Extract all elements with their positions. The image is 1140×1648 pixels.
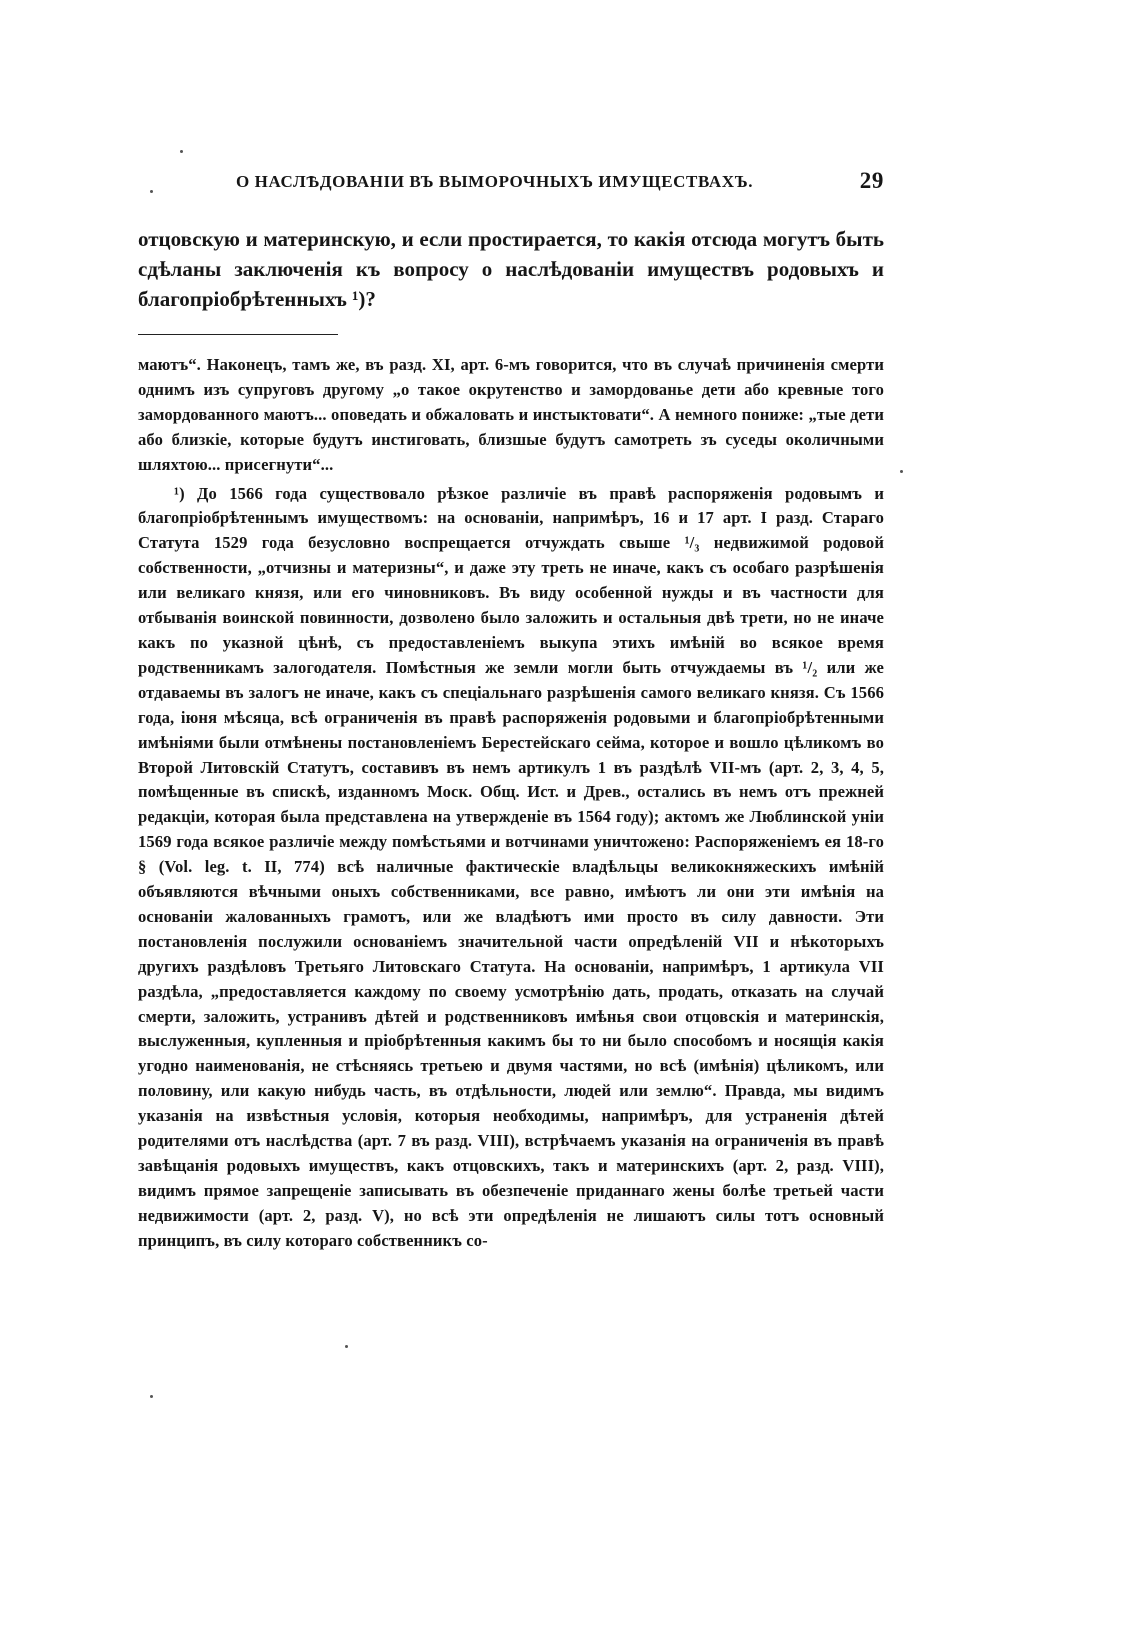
main-text [138, 224, 884, 314]
scan-speck [150, 190, 153, 193]
scan-speck [900, 470, 903, 473]
scan-speck [180, 150, 183, 153]
scan-speck [150, 1395, 153, 1398]
footnote-continuation: маютъ“. Наконецъ, тамъ же, въ разд. XI, арт. 6-мъ говорится, что въ случаѣ причиненія смерти однимъ изъ супруговъ другому „о такое окрутенство и замордованье дети або кревные того замордованного маютъ... оповедать и обжаловать и инстыктовати“. А немного пониже: „тые дети або близкіе, которые будутъ инстиговать, близшые будутъ самотреть зъ суседы околичными шляхтою... присегнути“... [138, 355, 884, 474]
running-title: О НАСЛѢДОВАНІИ ВЪ ВЫМОРОЧНЫХЪ ИМУЩЕСТВАХЪ. [236, 172, 754, 191]
footnote-divider [138, 334, 338, 335]
scan-speck [345, 1345, 348, 1348]
footnotes [138, 353, 884, 1254]
page-number: 29 [859, 168, 884, 193]
footnote-1: ¹) До 1566 года существовало рѣзкое различіе въ правѣ распоряженія родовымъ и благопріобрѣтеннымъ имуществомъ: на основаніи, напримѣръ, 16 и 17 арт. I разд. Стараго Статута 1529 года безусловно воспрещается отчуждать свыше ¹/₃ недвижимой родовой собственности, „отчизны и материзны“, и даже эту треть не иначе, какъ съ особаго разрѣшенія или великаго князя, или его чиновниковъ. Въ виду особенной нужды и въ частности для отбыванія воинской повинности, дозволено было заложить и остальныя двѣ трети, но не иначе какъ по указной цѣнѣ, съ предоставленіемъ выкупа этихъ имѣній во всякое время родственникамъ залогодателя. Помѣстныя же земли могли быть отчуждаемы въ ¹/₂ или же отдаваемы въ залогъ не иначе, какъ съ спеціальнаго разрѣшенія самого великаго князя. Съ 1566 года, іюня мѣсяца, всѣ ограниченія въ правѣ распоряженія родовыми и благопріобрѣтенными имѣніями были отмѣнены постановленіемъ Берестейскаго сейма, которое и вошло цѣликомъ во Второй Литовскій Статутъ, составивъ въ немъ артикулъ 1 въ раздѣлѣ VII-мъ (арт. 2, 3, 4, 5, помѣщенные въ спискѣ, изданномъ Моск. Общ. Ист. и Древ., остались въ немъ отъ прежней редакціи, которая была представлена на утвержденіе въ 1564 году); актомъ же Люблинской уніи 1569 года всякое различіе между помѣстьями и вотчинами уничтожено: Распоряженіемъ ея 18-го § (Vol. leg. t. II, 774) всѣ наличные фактическіе владѣльцы великокняжескихъ имѣній объявляются вѣчными оныхъ собственниками, все равно, имѣютъ ли они эти имѣнія на основаніи жалованныхъ грамотъ, или же владѣютъ ими просто въ силу давности. Эти постановленія послужили основаніемъ значительной части опредѣленій VII и нѣкоторыхъ другихъ раздѣловъ Третьяго Литовскаго Статута. На основаніи, напримѣръ, 1 артикула VII раздѣла, „предоставляется каждому по своему усмотрѣнію дать, продать, отказать на случай смерти, заложить, устранивъ дѣтей и родственниковъ имѣнья свои отцовскія и материнскія, выслуженныя, купленныя и пріобрѣтенныя какимъ бы то ни было способомъ и носящія какія угодно наименованія, не стѣсняясь третьею и двумя частями, но всѣ (имѣнія) цѣликомъ, или половину, или какую нибудь часть, въ отдѣльности, людей или землю“. Правда, мы видимъ указанія на извѣстныя условія, которыя необходимы, напримѣръ, для устраненія дѣтей родителями отъ наслѣдства (арт. 7 въ разд. VIII), встрѣчаемъ указанія на ограниченія въ правѣ завѣщанія родовыхъ имуществъ, какъ отцовскихъ, такъ и материнскихъ (арт. 2, разд. VIII), видимъ прямое запрещеніе записывать въ обезпеченіе приданнаго жены болѣе третьей части недвижимости (арт. 2, разд. V), но всѣ эти опредѣленія не лишаютъ силы тотъ основный принципъ, въ силу котораго собственникъ со- [138, 483, 884, 1250]
book-page [138, 168, 884, 1254]
running-head [138, 168, 884, 202]
body-paragraph: отцовскую и материнскую, и если простирается, то какія отсюда могутъ быть сдѣланы заключенія къ вопросу о наслѣдованіи имуществъ родовыхъ и благопріобрѣтенныхъ ¹)? [138, 227, 884, 311]
